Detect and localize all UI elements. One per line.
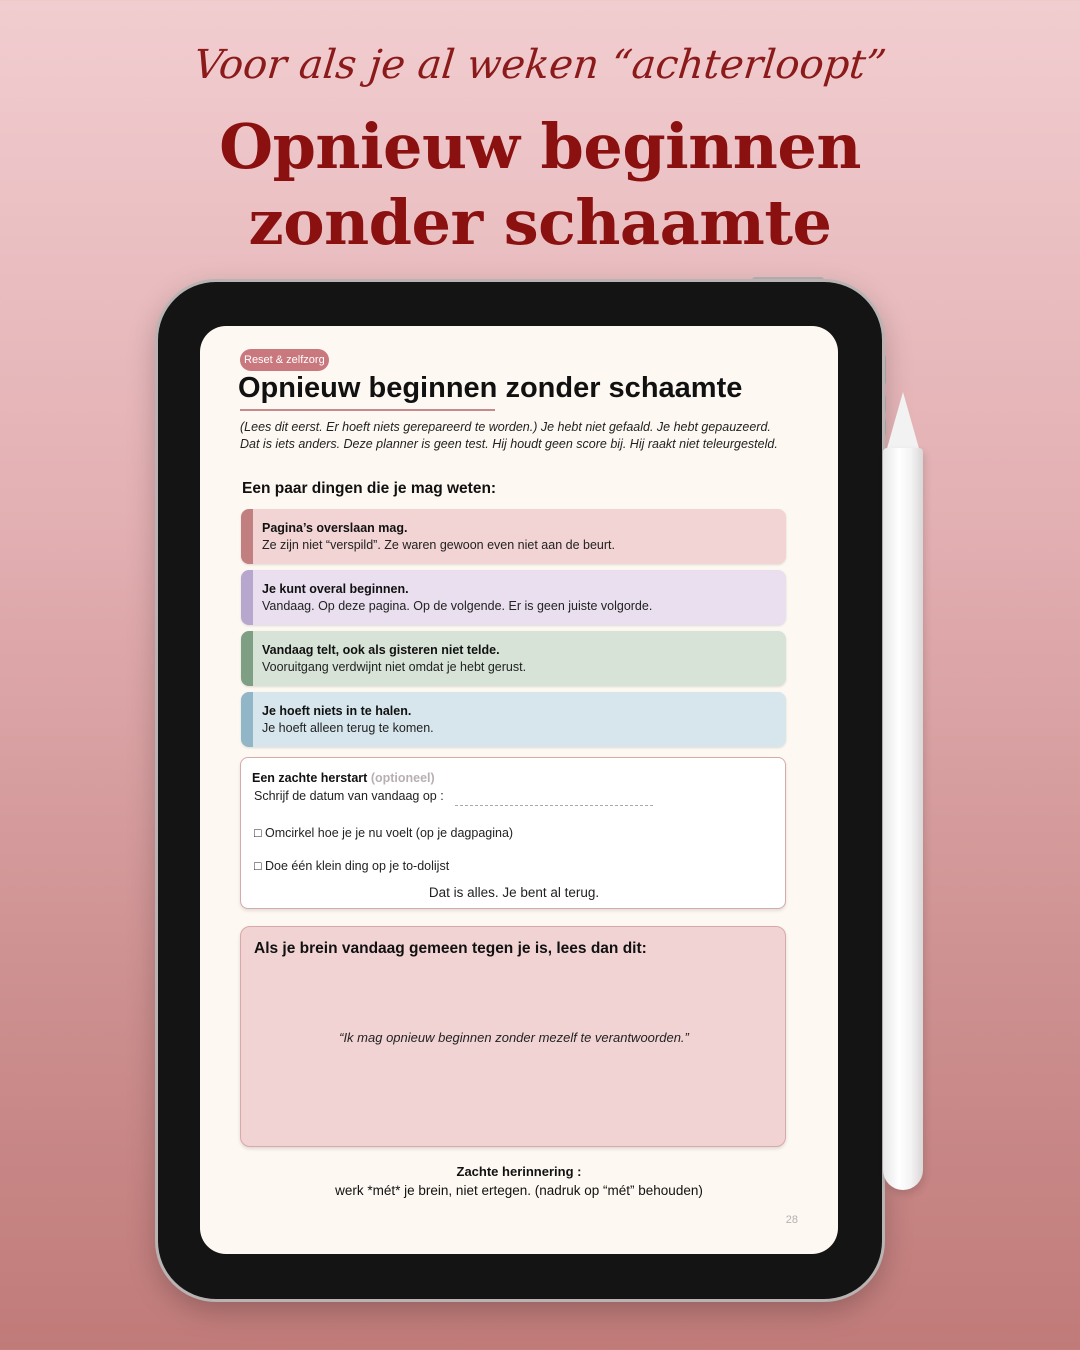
category-tag: Reset & zelfzorg xyxy=(240,349,329,371)
reminder-title: Zachte herinnering : xyxy=(456,1164,582,1179)
title-underline xyxy=(240,409,495,411)
date-write-line[interactable] xyxy=(455,805,653,806)
checkbox-mood[interactable]: □ Omcirkel hoe je je nu voelt (op je dagpagina) xyxy=(254,826,514,840)
tablet-screen xyxy=(200,326,838,1254)
brain-box xyxy=(240,926,786,1147)
card-body: Vandaag. Op deze pagina. Op de volgende. Er is geen juiste volgorde. xyxy=(262,599,653,613)
checkbox-todo[interactable]: □ Doe één klein ding op je to-dolijst xyxy=(254,859,450,873)
intro-text: (Lees dit eerst. Er hoeft niets gerepareerd te worden.) Je hebt niet gefaald. Je hebt gepauzeerd. Dat is iets anders. Deze planner is geen test. Hij houdt geen score bij. Hij raakt niet teleurgesteld. xyxy=(240,420,778,451)
script-subtitle: Voor als je al weken “achterloopt” xyxy=(191,42,889,88)
card-body: Je hoeft alleen terug te komen. xyxy=(262,721,434,735)
restart-heading xyxy=(252,771,435,785)
gentle-restart-box xyxy=(240,757,786,909)
info-card-nothing-to-catch-up xyxy=(241,692,786,747)
card-title: Pagina’s overslaan mag. xyxy=(262,521,408,535)
card-title: Je hoeft niets in te halen. xyxy=(262,704,412,718)
reminder-body: werk *mét* je brein, niet ertegen. (nadruk op “mét” behouden) xyxy=(335,1183,703,1198)
headline-line-2: zonder schaamte xyxy=(248,186,832,259)
optional-label: (optioneel) xyxy=(370,771,435,785)
card-body: Ze zijn niet “verspild”. Ze waren gewoon even niet aan de beurt. xyxy=(262,538,615,552)
restart-heading-text: Een zachte herstart xyxy=(252,771,368,785)
info-card-today-counts xyxy=(241,631,786,686)
stylus-tip xyxy=(886,392,920,452)
page-title: Opnieuw beginnen zonder schaamte xyxy=(238,372,743,404)
card-body: Vooruitgang verdwijnt niet omdat je hebt gerust. xyxy=(262,660,527,674)
card-title: Je kunt overal beginnen. xyxy=(262,582,409,596)
stylus-pencil xyxy=(883,448,923,1190)
section-heading: Een paar dingen die je mag weten: xyxy=(242,480,497,497)
page-number: 28 xyxy=(785,1214,798,1226)
restart-closing: Dat is alles. Je bent al terug. xyxy=(428,885,600,900)
brain-heading: Als je brein vandaag gemeen tegen je is, lees dan dit: xyxy=(254,940,647,957)
date-prompt: Schrijf de datum van vandaag op : xyxy=(254,789,444,803)
headline-line-1: Opnieuw beginnen xyxy=(219,110,861,183)
info-card-skip-pages xyxy=(241,509,786,564)
affirmation-quote: “Ik mag opnieuw beginnen zonder mezelf te verantwoorden.” xyxy=(339,1030,689,1045)
info-card-start-anywhere xyxy=(241,570,786,625)
card-title: Vandaag telt, ook als gisteren niet telde. xyxy=(262,643,500,657)
